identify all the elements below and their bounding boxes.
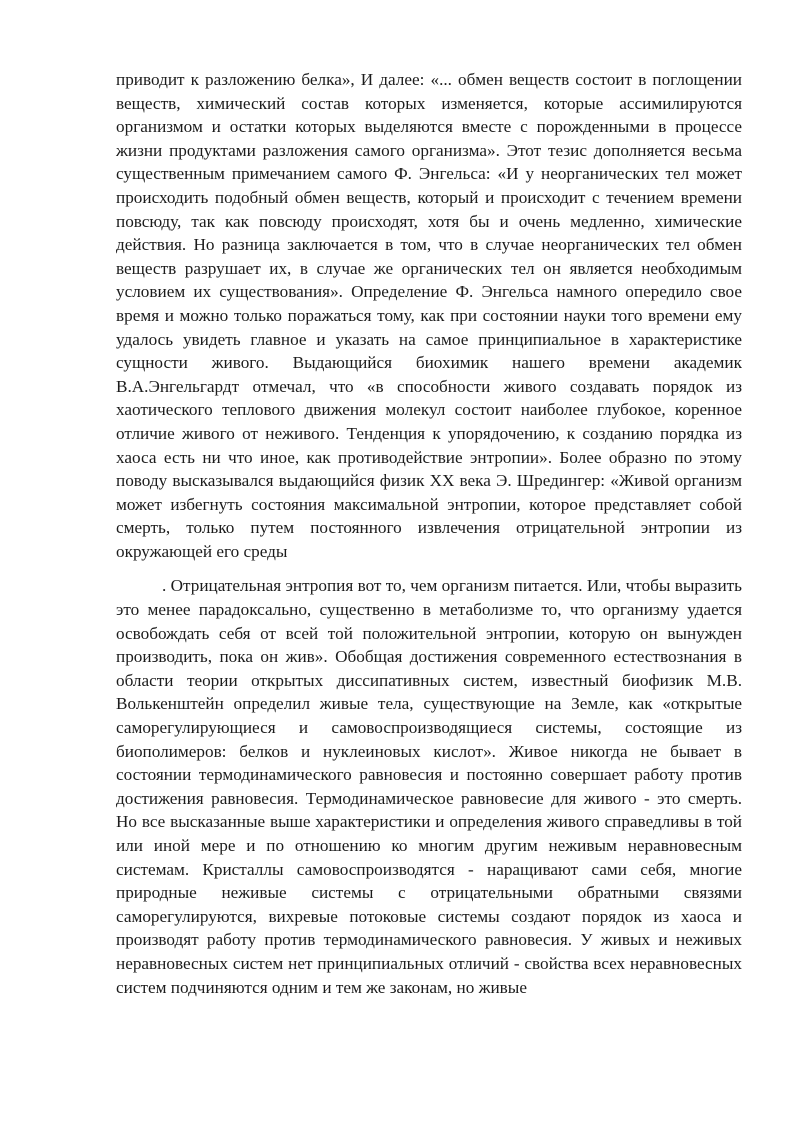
paragraph: . Отрицательная энтропия вот то, чем организм питается. Или, чтобы выразить это менее парадоксально, существенно в метаболизме то, что организму удается освобождать себя от всей той положительной энтропии, которую он вынужден производить, пока он жив». Обобщая достижения современного естествознания в области теории открытых диссипативных систем, известный биофизик М.В. Волькенштейн определил живые тела, существующие на Земле, как «открытые саморегулирующиеся и самовоспроизводящиеся системы, состоящие из биополимеров: белков и нуклеиновых кислот». Живое никогда не бывает в состоянии термодинамического равновесия и постоянно совершает работу против достижения равновесия. Термодинамическое равновесие для живого - это смерть. Но все высказанные выше характеристики и определения живого справедливы в той или иной мере и по отношению ко многим другим неживым неравновесным системам. Кристаллы самовоспроизводятся - наращивают сами себя, многие природные неживые системы с отрицательными обратными связями саморегулируются, вихревые потоковые системы создают порядок из хаоса и производят работу против термодинамического равновесия. У живых и неживых неравновесных систем нет принципиальных отличий - свойства всех неравновесных систем подчиняются одним и тем же законам, но живые (116, 576, 742, 997)
document-page (116, 68, 742, 999)
paragraph: приводит к разложению белка», И далее: «... обмен веществ состоит в поглощении веществ, химический состав которых изменяется, которые ассимилируются организмом и остатки которых выделяются вместе с порожденными в процессе жизни продуктами разложения самого организма». Этот тезис дополняется весьма существенным примечанием самого Ф. Энгельса: «И у неорганических тел может происходить подобный обмен веществ, который и происходит с течением времени повсюду, так как повсюду происходят, хотя бы и очень медленно, химические действия. Но разница заключается в том, что в случае неорганических тел обмен веществ разрушает их, в случае же органических тел он является необходимым условием их существования». Определение Ф. Энгельса намного опередило свое время и можно только поражаться тому, как при состоянии науки того времени ему удалось увидеть главное и указать на самое принципиальное в характеристике сущности живого. Выдающийся биохимик нашего времени академик В.А.Энгельгардт отмечал, что «в способности живого создавать порядок из хаотического теплового движения молекул состоит наиболее глубокое, коренное отличие живого от неживого. Тенденция к упорядочению, к созданию порядка из хаоса есть ни что иное, как противодействие энтропии». Более образно по этому поводу высказывался выдающийся физик XX века Э. Шредингер: «Живой организм может избегнуть состояния максимальной энтропии, которое представляет собой смерть, только путем постоянного извлечения отрицательной энтропии из окружающей его среды (116, 70, 742, 561)
